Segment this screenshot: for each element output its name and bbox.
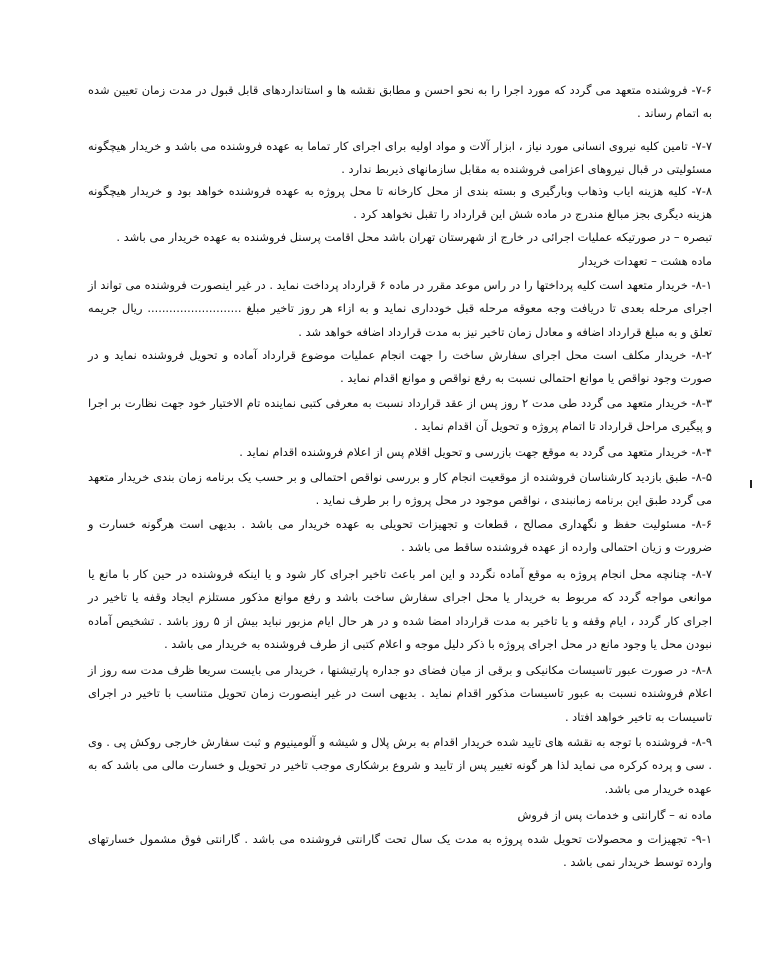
clause-8-2: ۸-۲- خریدار مکلف است محل اجرای سفارش ساخت را جهت انجام عملیات موضوع قرارداد آماده و تحویل فروشنده نماید و در صورت وجود نواقص یا موانع احتمالی نسبت به رفع نواقص و موانع اقدام نماید . — [88, 348, 712, 386]
clause-8-8: ۸-۸- در صورت عبور تاسیسات مکانیکی و برقی از میان فضای دو جداره پارتیشنها ، خریدار می بایست سریعا ظرف مدت سه روز از اعلام فروشنده نسبت به عبور تاسیسات مذکور اقدام نماید . بدیهی است در غیر اینصورت زمان تحویل متناسب با تاخیر در اجرای تاسیسات به تاخیر خواهد افتاد . — [88, 663, 712, 724]
clause-7-6: ۷-۶- فروشنده متعهد می گردد که مورد اجرا را به نحو احسن و مطابق نقشه ها و استانداردهای قابل قبول در مدت زمان تعیین شده به اتمام رساند . — [88, 83, 712, 121]
clause-8-6: ۸-۶- مسئولیت حفظ و نگهداری مصالح ، قطعات و تجهیزات تحویلی به عهده خریدار می باشد . بدیهی است هرگونه خسارت و ضرورت و زیان احتمالی وارده از عهده فروشنده ساقط می باشد . — [88, 517, 712, 555]
clause-7-7: ۷-۷- تامین کلیه نیروی انسانی مورد نیاز ، ابزار آلات و مواد اولیه برای اجرای کار تماما به عهده فروشنده می باشد و خریدار هیچگونه مسئولیتی در قبال نیروهای اعزامی فروشنده به مقابل سازمانهای ذیربط ندارد . — [88, 139, 712, 177]
section-nine-heading: ماده نه – گارانتی و خدمات پس از فروش — [517, 808, 712, 822]
clause-8-5: ۸-۵- طبق بازدید کارشناسان فروشنده از موقعیت انجام کار و بررسی نواقص احتمالی و بر حسب یک برنامه زمان بندی خریدار متعهد می گردد طبق این برنامه زمانبندی ، نواقص موجود در محل پروژه را بر طرف نماید . — [88, 470, 712, 508]
clause-8-4: ۸-۴- خریدار متعهد می گردد به موقع جهت بازرسی و تحویل اقلام پس از اعلام فروشنده اقدام نماید . — [239, 445, 712, 459]
margin-mark — [750, 480, 752, 488]
clause-8-7: ۸-۷- چنانچه محل انجام پروژه به موقع آماده نگردد و این امر باعث تاخیر اجرای کار شود و یا اینکه فروشنده در حین کار با مانع یا موانعی مواجه گردد که مربوط به خریدار یا محل اجرای سفارش ساخت باشد و رفع موانع مذکور مستلزم ایجاد وقفه یا تاخیر در اجرای کار گردد ، ایام وقفه و یا تاخیر به مدت قرارداد امضا شده و در هر حال ایام مزبور نباید بیش از ۵ روز باشد . تشخیص آماده نبودن محل یا وجود مانع در محل اجرای پروژه با ذکر دلیل موجه و اعلام کتبی از طرف فروشنده به خریدار می باشد . — [88, 567, 713, 652]
clause-7-8: ۷-۸- کلیه هزینه ایاب وذهاب وبارگیری و بسته بندی از محل کارخانه تا محل پروژه به عهده فروشنده خواهد بود و خریدار هیچگونه هزینه دیگری بجز مبالغ مندرج در ماده شش این قرارداد را تقبل نخواهد کرد . — [88, 184, 712, 222]
clause-9-1: ۹-۱- تجهیزات و محصولات تحویل شده پروژه به مدت یک سال تحت گارانتی فروشنده می باشد . گارانتی فوق مشمول خسارتهای وارده توسط خریدار نمی باشد . — [88, 832, 712, 870]
clause-8-3: ۸-۳- خریدار متعهد می گردد طی مدت ۲ روز پس از عقد قرارداد نسبت به معرفی کتبی نماینده تام الاختیار خود جهت نظارت بر اجرا و پیگیری مراحل قرارداد تا اتمام پروژه و تحویل آن اقدام نماید . — [88, 396, 713, 434]
note-clause: تبصره – در صورتیکه عملیات اجرائی در خارج از شهرستان تهران باشد محل اقامت پرسنل فروشنده به عهده خریدار می باشد . — [116, 230, 712, 244]
clause-8-9: ۸-۹- فروشنده با توجه به نقشه های تایید شده خریدار اقدام به برش پلال و شیشه و آلومینیوم و ثبت سفارش خارجی روکش پی . وی . سی و پرده کرکره می نماید لذا هر گونه تغییر پس از تایید و شروع برشکاری موجب تاخیر در تحویل و خسارت مالی می باشد که به عهده خریدار می باشد. — [88, 735, 712, 796]
clause-8-1: ۸-۱- خریدار متعهد است کلیه پرداختها را در راس موعد مقرر در ماده ۶ قرارداد پرداخت نماید . در غیر اینصورت فروشنده می تواند از اجرای مرحله بعدی تا دریافت وجه معوقه مرحله قبل خودداری نماید و به ازاء هر روز تاخیر مبلغ .......................... ریال جریمه تعلق و به مبلغ قرارداد اضافه و معادل زمان تاخیر نیز به مدت قرارداد اضافه خواهد شد . — [88, 278, 712, 339]
section-eight-heading: ماده هشت – تعهدات خریدار — [578, 254, 712, 268]
